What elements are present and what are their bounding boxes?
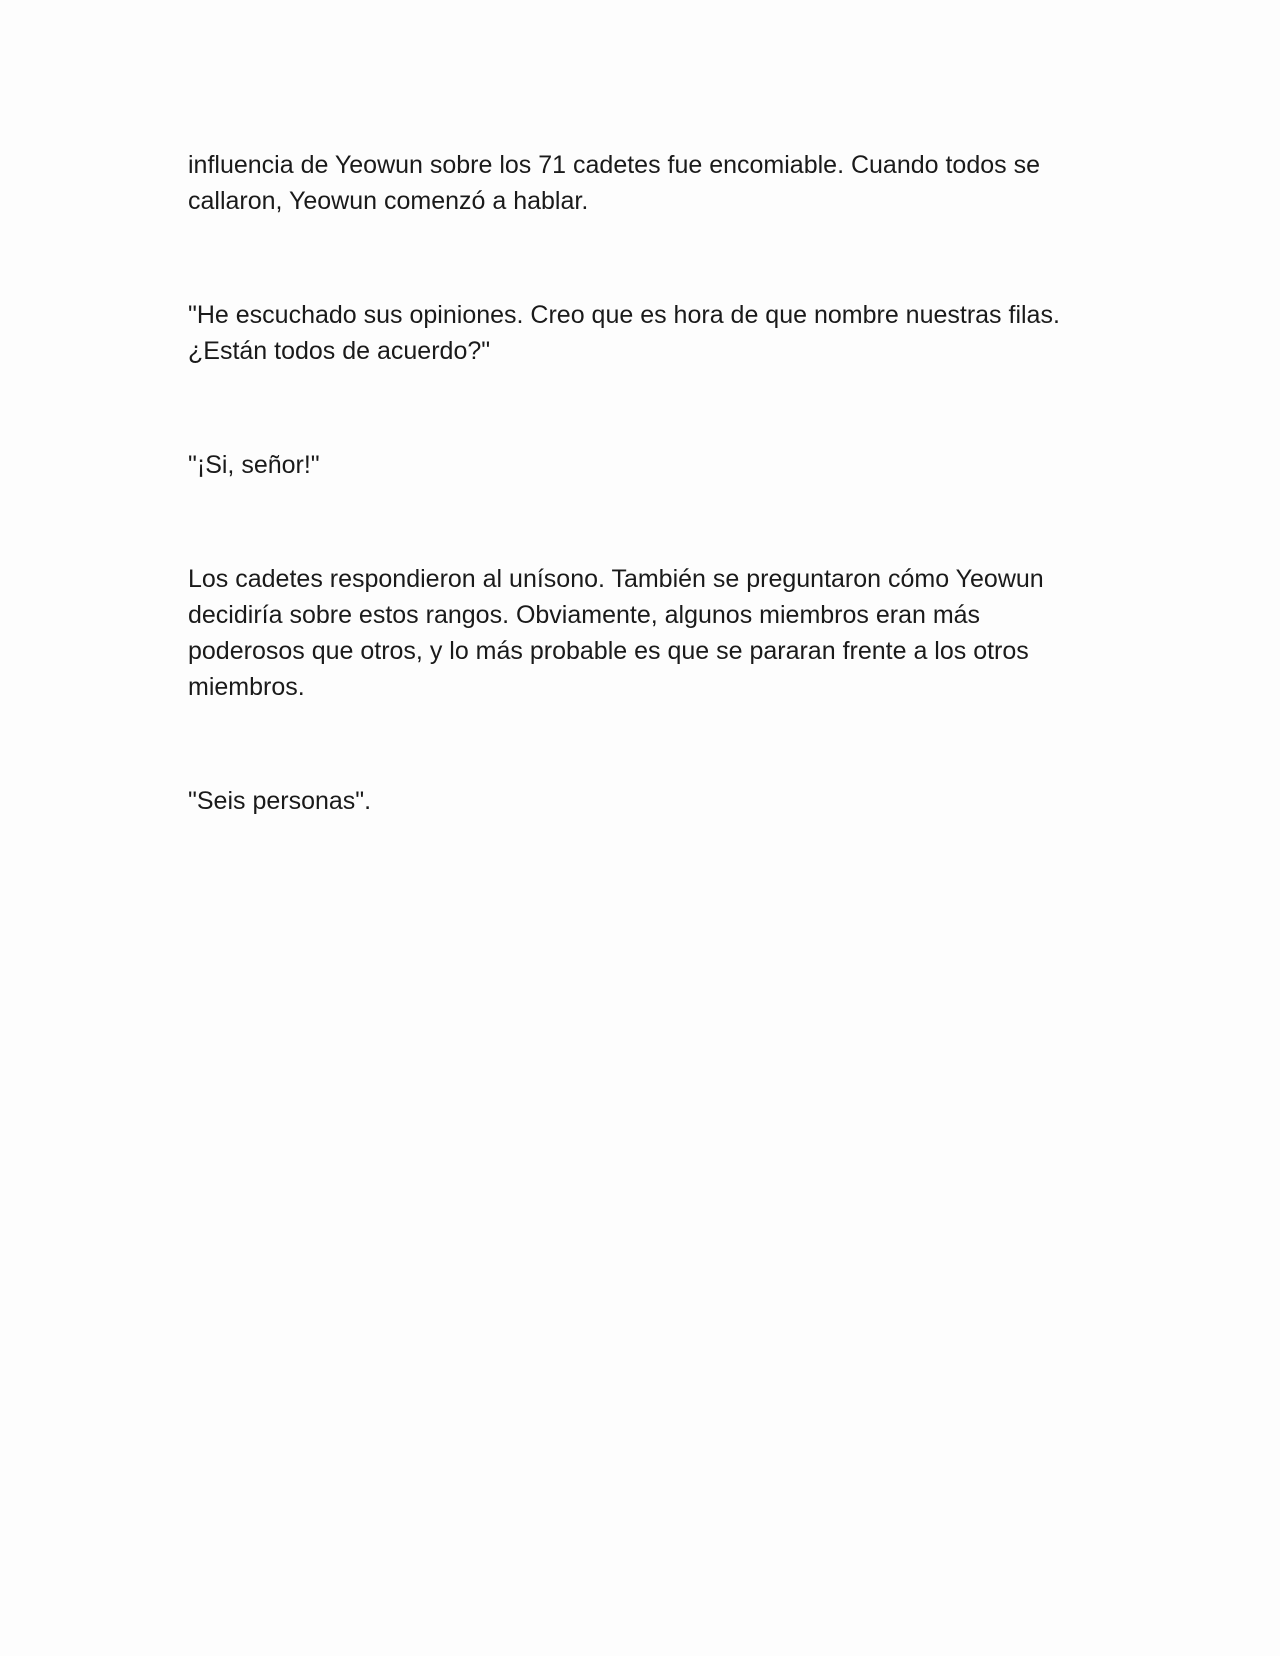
paragraph: "¡Si, señor!" — [188, 451, 320, 479]
paragraph: Los cadetes respondieron al unísono. También se preguntaron cómo Yeowun decidiría sobre estos rangos. Obviamente, algunos miembros eran más poderosos que otros, y lo más probable es que se pararan frente a los otros miembros. — [188, 565, 1044, 701]
document-body — [188, 147, 1103, 819]
paragraph: influencia de Yeowun sobre los 71 cadetes fue encomiable. Cuando todos se callaron, Yeowun comenzó a hablar. — [188, 151, 1040, 215]
paragraph: "He escuchado sus opiniones. Creo que es hora de que nombre nuestras filas. ¿Están todos de acuerdo?" — [188, 301, 1060, 365]
paragraph: "Seis personas". — [188, 787, 372, 815]
